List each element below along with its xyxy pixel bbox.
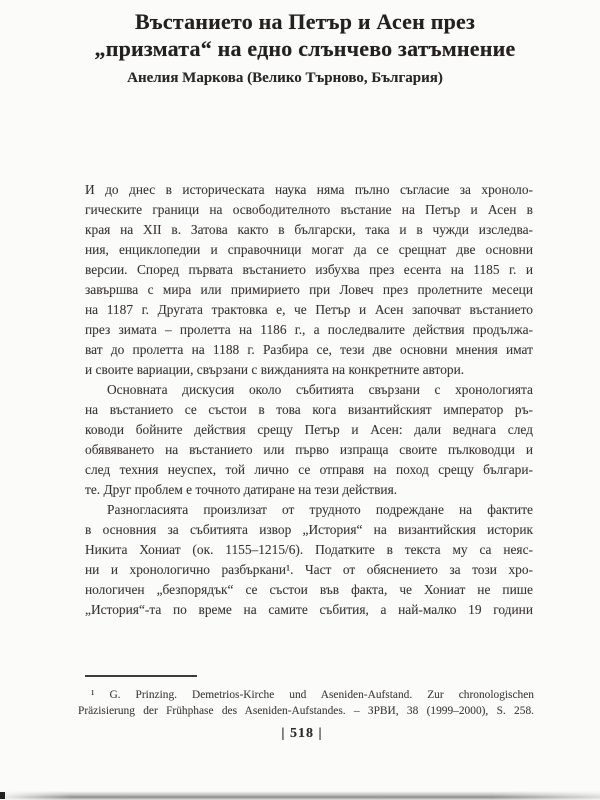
body-text-line: И до днес в историческата наука няма пълно съгласие за хроноло- (85, 182, 533, 197)
body-text-line: ния, енциклопедии и справочници могат да се срещнат две основни (85, 242, 533, 257)
body-text-line: на въстанието се състои в това кога византийският император ръ- (85, 402, 533, 417)
body-text-line: през зимата – пролетта на 1186 г., а последвалите действия продължа- (85, 322, 533, 337)
body-text-line: „История“-та по време на самите събития, а най-малко 19 години (85, 602, 533, 617)
body-text-line: ководи бойните действия срещу Петър и Асен: дали веднага след (85, 422, 533, 437)
footnote-line: ¹ G. Prinzing. Demetrios-Kirche und Aseniden-Aufstand. Zur chronologischen (91, 689, 534, 701)
body-text-line: те. Друг проблем е точното датиране на тези действия. (85, 482, 398, 497)
page-number: | 518 | (281, 726, 323, 741)
body-text-line: ни и хронологично разбъркани¹. Част от обяснението за този хро- (85, 562, 533, 577)
body-text-line: версии. Според първата въстанието избухва през есента на 1185 г. и (85, 262, 533, 277)
body-text-line: нологичен „безпорядък“ се състои във факта, че Хониат не пише (85, 582, 533, 597)
body-text-line: след техния неуспех, той лично се отправя на поход срещу българи- (85, 462, 533, 477)
author-line: Анелия Маркова (Велико Търново, България) (127, 70, 443, 86)
body-text-line: в основния за събитията извор „История“ на византийския историк (85, 522, 533, 537)
scan-corner-artifact (0, 792, 5, 799)
footnote-separator (85, 675, 197, 677)
footnote-line: Präzisierung der Frühphase des Aseniden-Aufstandes. – ЗРВИ, 38 (1999–2000), S. 258. (78, 704, 534, 717)
body-text-line: Никита Хониат (ок. 1155–1215/6). Податките в текста му са неяс- (85, 542, 533, 557)
body-text-line: на 1187 г. Другата трактовка е, че Петър и Асен започват въстанието (85, 302, 533, 317)
page-title (45, 8, 565, 62)
body-text-line: обявяването на въстанието или първо изпраща своите пълководци и (85, 442, 533, 457)
body-text-line: Разногласията произлизат от трудното подреждане на фактите (107, 502, 533, 517)
body-text-line: Основната дискусия около събитията свързани с хронологията (107, 382, 533, 397)
body-text-line: завършва с мира или примирието при Ловеч през пролетните месеци (85, 282, 533, 297)
body-text-line: края на XII в. Затова както в български, така и в чужди изследва- (85, 222, 533, 237)
body-text-line: и своите вариации, свързани с вижданията на конкретните автори. (85, 362, 465, 377)
body-text-line: ват до пролетта на 1188 г. Разбира се, тези две основни мнения имат (85, 342, 533, 357)
title-line-1: Въстанието на Петър и Асен през (134, 9, 476, 34)
footnote (78, 688, 534, 719)
scan-edge-artifact (0, 791, 600, 800)
title-line-2: „призмата“ на едно слънчево затъмнение (94, 36, 516, 61)
body-text-line: гическите граници на освободителното въстание на Петър и Асен в (85, 202, 533, 217)
article-body (85, 180, 533, 620)
